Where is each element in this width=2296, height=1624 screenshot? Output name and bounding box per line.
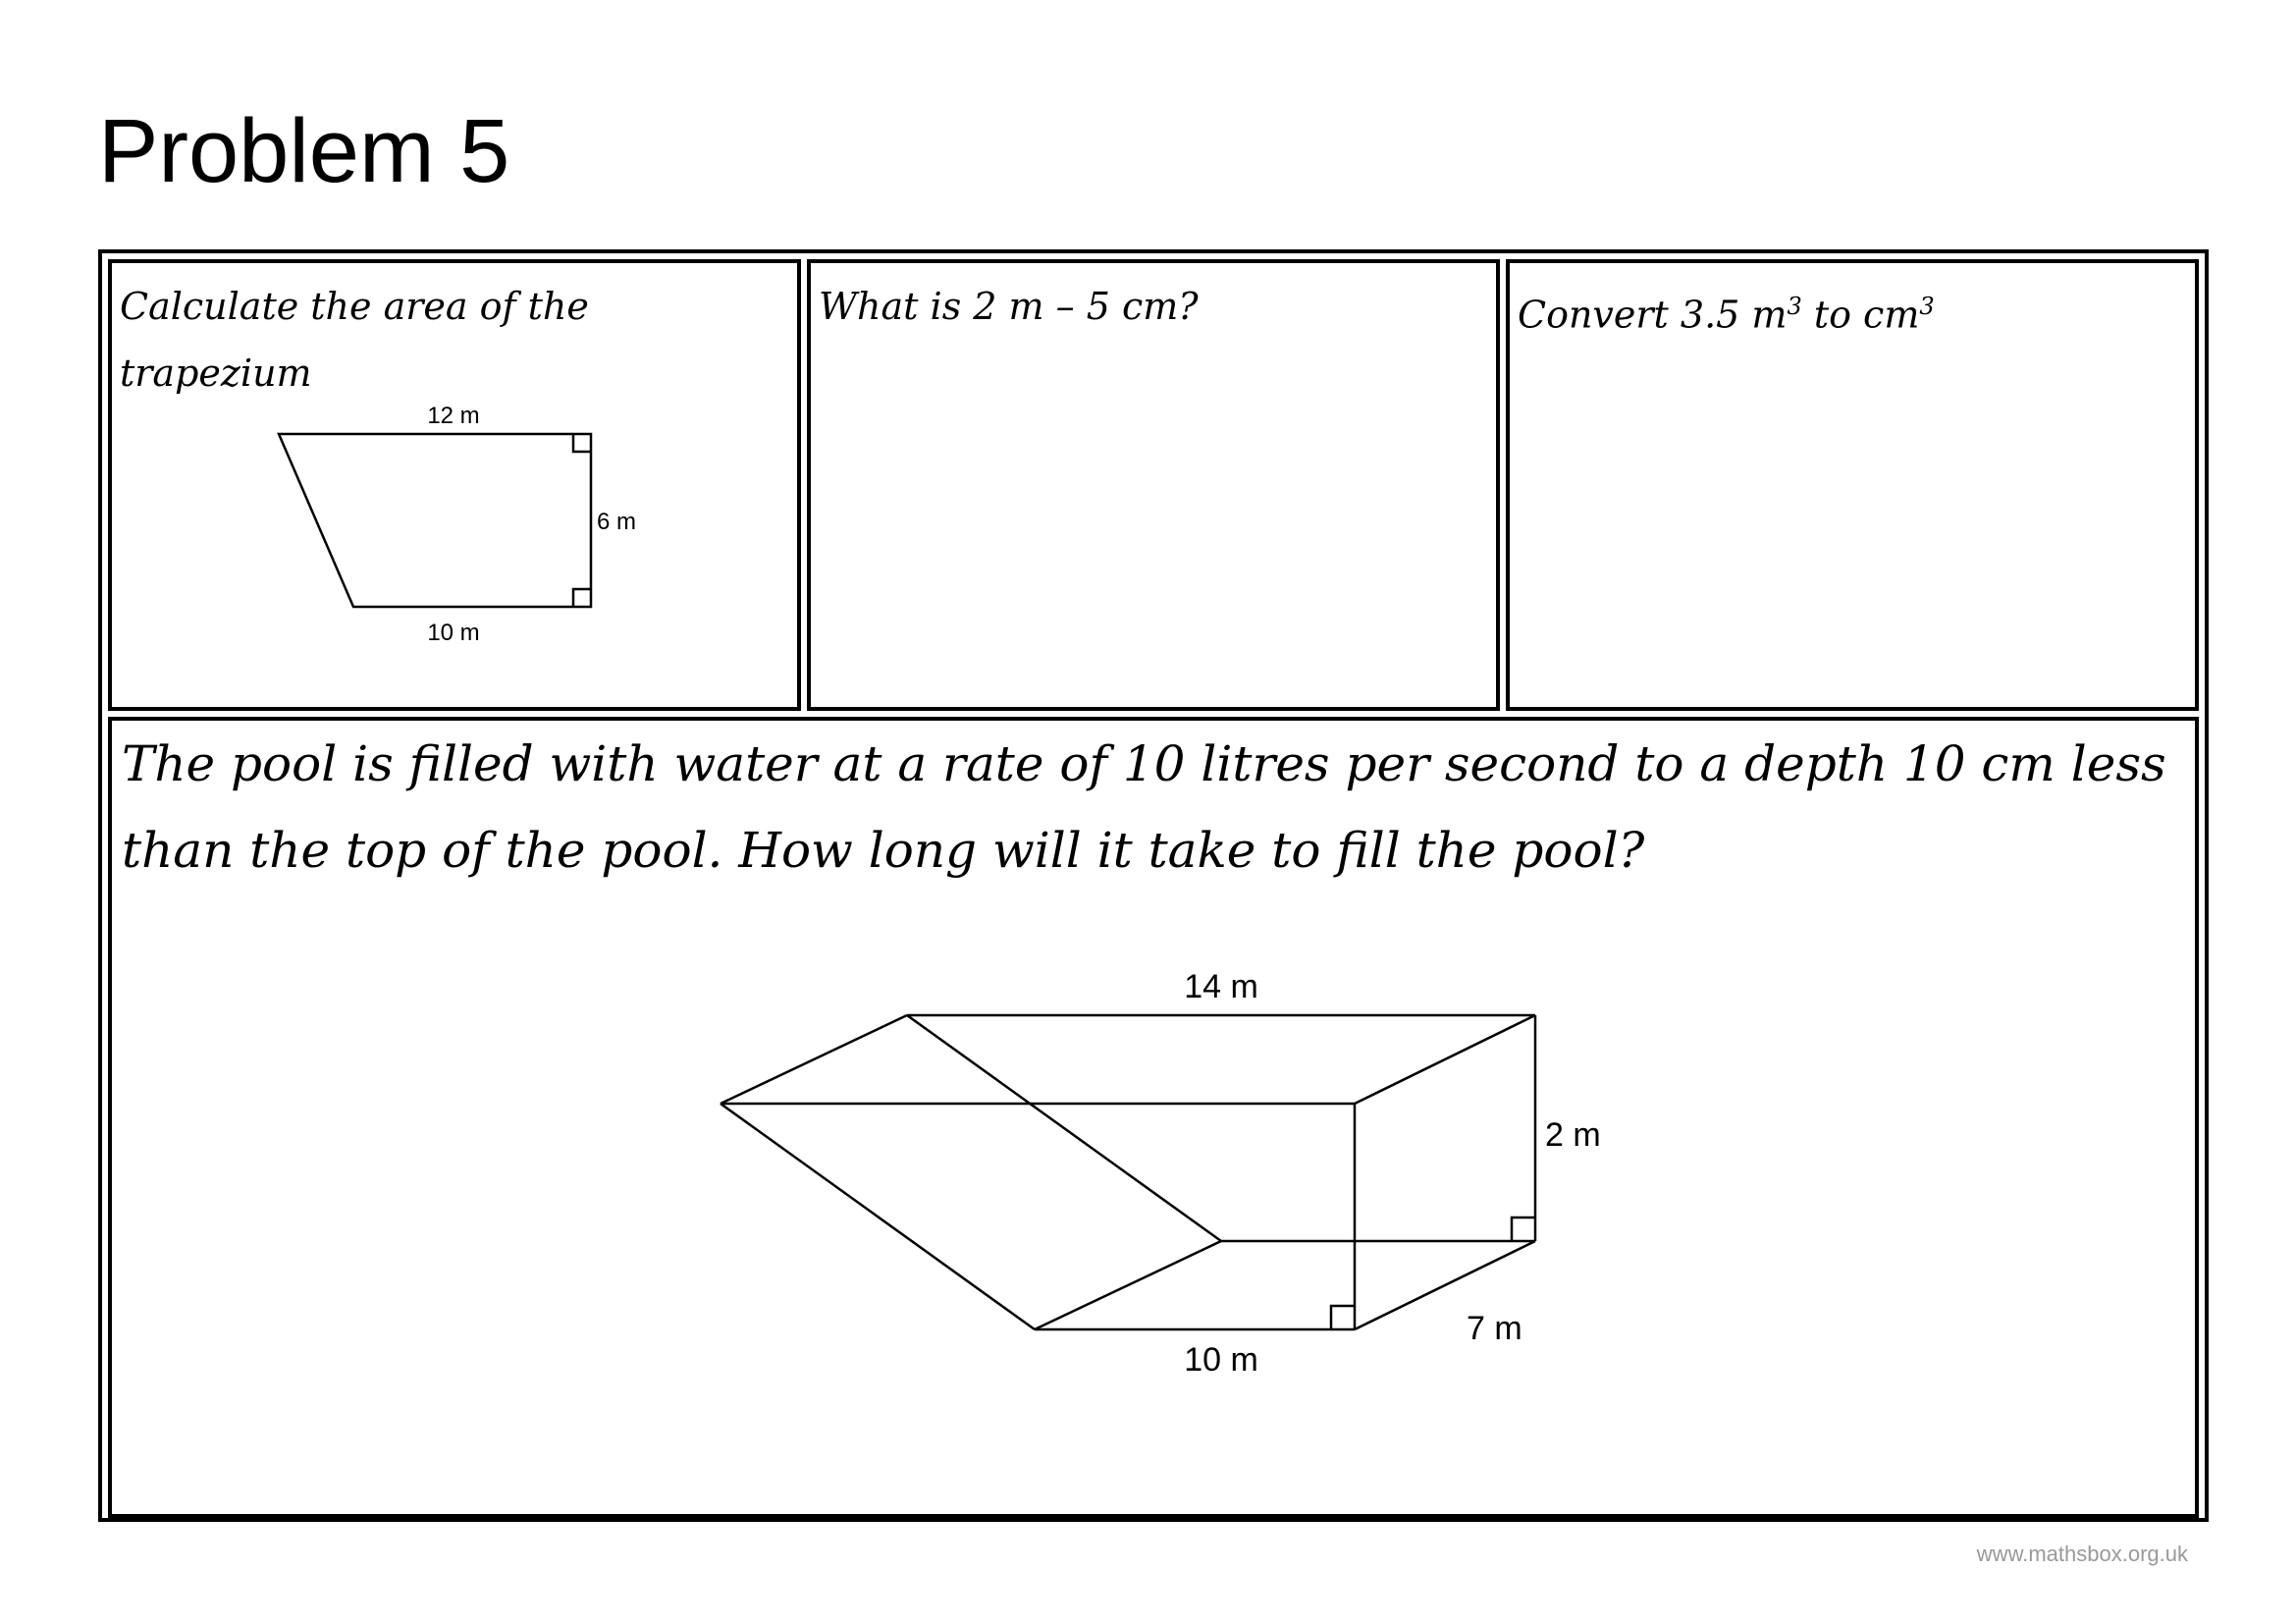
question-cell-subtraction	[807, 259, 1500, 711]
right-angle-marker-bottom	[573, 589, 591, 607]
question-text-conversion	[1518, 273, 2185, 349]
pool-label-depth: 2 m	[1545, 1116, 1601, 1154]
conversion-superscript-2: 3	[1919, 293, 1935, 320]
pool-label-width: 7 m	[1467, 1310, 1522, 1347]
conversion-superscript-1: 3	[1787, 293, 1802, 320]
pool-label-bottom: 10 m	[1184, 1341, 1258, 1379]
trapezium-label-height: 6 m	[597, 509, 637, 535]
question-cell-pool	[108, 717, 2199, 1518]
question-text-subtraction: What is 2 m – 5 cm?	[819, 285, 1199, 328]
pool-prism-shape	[721, 1015, 1535, 1329]
question-cell-conversion	[1506, 259, 2199, 711]
pool-right-angle-marker-back	[1512, 1218, 1535, 1241]
trapezium-label-bottom: 10 m	[427, 620, 480, 646]
question-text-pool: The pool is filled with water at a rate of 10 litres per second to a depth 10 cm less than the top of the pool. How long will it take to fill the pool?	[122, 735, 2166, 879]
conversion-text-start: Convert 3.5 m	[1518, 293, 1788, 337]
page-title: Problem 5	[98, 101, 510, 201]
worksheet-frame	[98, 249, 2209, 1522]
footer-url: www.mathsbox.org.uk	[1976, 1542, 2188, 1566]
question-text-trapezium: Calculate the area of the trapezium	[120, 285, 589, 395]
question-cell-trapezium	[108, 259, 801, 711]
pool-diagram	[112, 721, 2195, 1514]
trapezium-diagram	[112, 263, 797, 707]
trapezium-shape	[279, 434, 591, 607]
conversion-text-mid: to cm	[1801, 293, 1920, 337]
trapezium-label-top: 12 m	[427, 403, 480, 429]
pool-right-angle-marker-front	[1331, 1306, 1355, 1329]
right-angle-marker-top	[573, 434, 591, 452]
pool-label-length: 14 m	[1184, 968, 1258, 1005]
